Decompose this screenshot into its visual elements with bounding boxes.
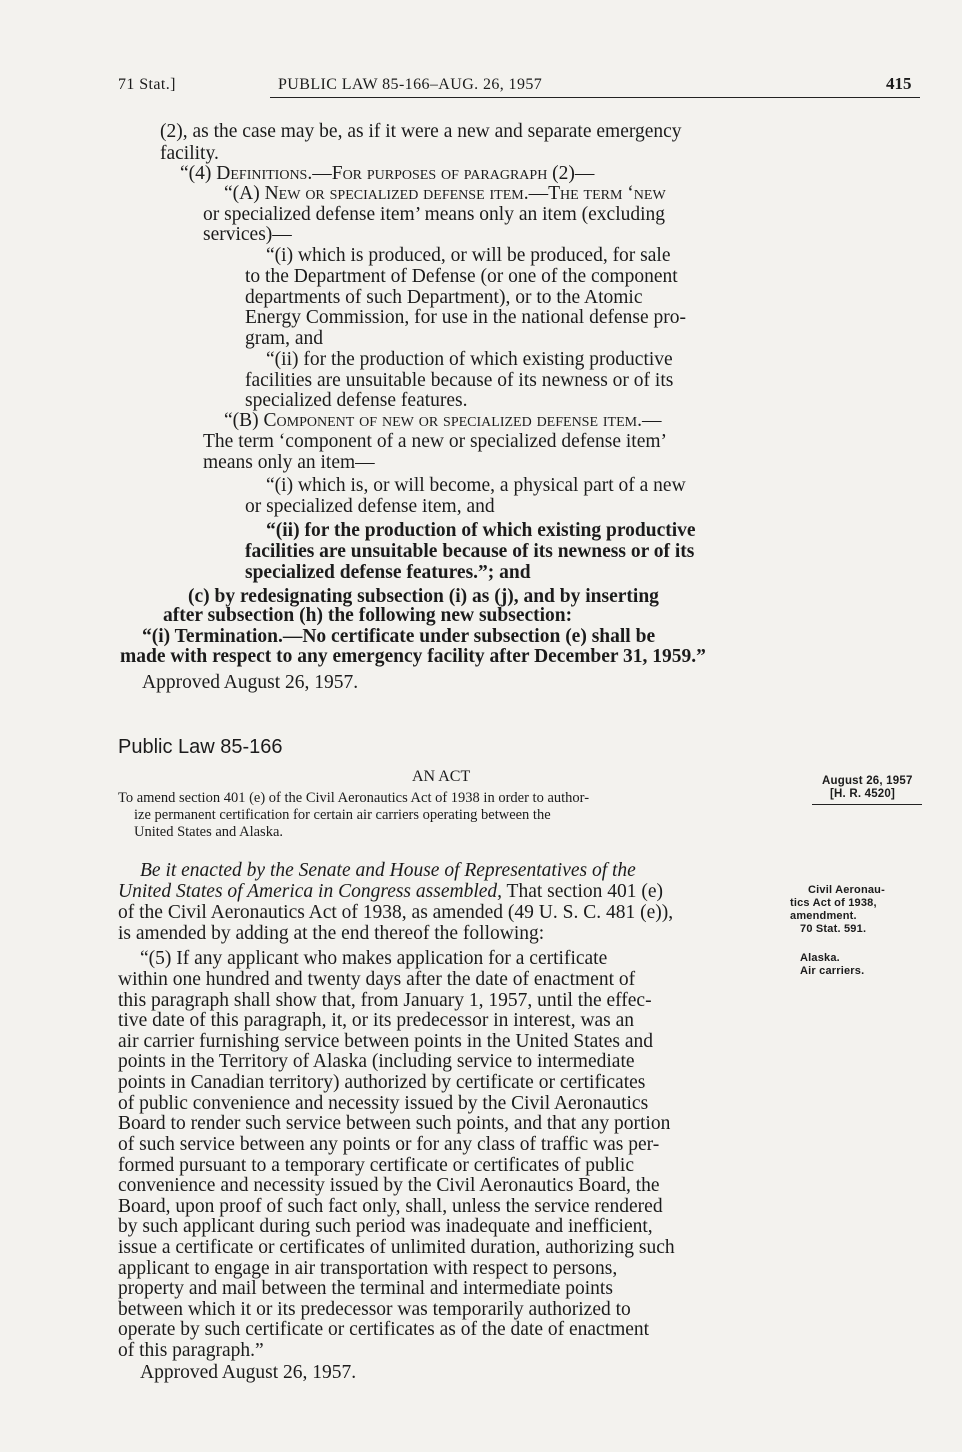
text-line: facilities are unsuitable because of its newness or of its xyxy=(245,370,674,391)
margin-note-line: Civil Aeronau- xyxy=(808,884,885,896)
public-law-title: Public Law 85-166 xyxy=(118,736,283,758)
body-line: tive date of this paragraph, it, or its predecessor in interest, was an xyxy=(118,1010,635,1031)
header-volume: 71 Stat.] xyxy=(118,76,176,93)
text-line: departments of such Department), or to the Atomic xyxy=(245,287,643,308)
text-line: “(ii) for the production of which existing productive xyxy=(266,349,673,370)
body-line: is amended by adding at the end thereof the following: xyxy=(118,923,545,944)
approval-line-previous: Approved August 26, 1957. xyxy=(142,672,359,693)
text-line: specialized defense features.”; and xyxy=(245,562,531,583)
text-line: “(i) which is, or will become, a physical part of a new xyxy=(266,475,686,496)
margin-date: August 26, 1957 xyxy=(822,775,913,787)
text-line: The term ‘component of a new or specialized defense item’ xyxy=(203,431,668,452)
body-line: issue a certificate or certificates of unlimited duration, authorizing such xyxy=(118,1237,675,1258)
margin-note-line: amendment. xyxy=(790,910,857,922)
enacting-clause: United States of America in Congress assembled, xyxy=(118,881,503,902)
body-line: by such applicant during such period was inadequate and inefficient, xyxy=(118,1216,653,1237)
enacting-clause-line xyxy=(118,881,663,903)
text-line: “(ii) for the production of which existing productive xyxy=(266,520,696,541)
text-line: facility. xyxy=(160,143,219,164)
margin-note-line: Alaska. xyxy=(800,952,840,964)
body-line: between which it or its predecessor was temporarily authorized to xyxy=(118,1299,631,1320)
body-line: air carrier furnishing service between points in the United States and xyxy=(118,1031,653,1052)
enacting-clause: Be it enacted by the Senate and House of Representatives of the xyxy=(140,860,636,881)
text-line: “(A) New or specialized defense item.—The term ‘new xyxy=(224,183,666,204)
header-title: PUBLIC LAW 85-166–AUG. 26, 1957 xyxy=(278,76,543,93)
body-line: this paragraph shall show that, from January 1, 1957, until the effec- xyxy=(118,990,652,1011)
body-line: of such service between any points or for any class of traffic was per- xyxy=(118,1134,660,1155)
text-line: after subsection (h) the following new subsection: xyxy=(163,605,573,626)
text-line: to the Department of Defense (or one of the component xyxy=(245,266,678,287)
body-line: applicant to engage in air transportation with respect to persons, xyxy=(118,1258,618,1279)
act-heading: AN ACT xyxy=(412,768,471,785)
page-number: 415 xyxy=(886,74,912,93)
body-line: Board, upon proof of such fact only, shall, unless the service rendered xyxy=(118,1196,663,1217)
text-line: “(i) Termination.—No certificate under subsection (e) shall be xyxy=(142,626,656,647)
purpose-line: To amend section 401 (e) of the Civil Aeronautics Act of 1938 in order to author- xyxy=(118,790,590,806)
text-line: “(4) Definitions.—For purposes of paragraph (2)— xyxy=(180,163,595,184)
text-line: or specialized defense item, and xyxy=(245,496,495,517)
body-line: convenience and necessity issued by the Civil Aeronautics Board, the xyxy=(118,1175,660,1196)
header-rule xyxy=(270,97,920,98)
text-line: “(i) which is produced, or will be produced, for sale xyxy=(266,245,671,266)
margin-note-line: tics Act of 1938, xyxy=(790,897,877,909)
text-line: (c) by redesignating subsection (i) as (j), and by inserting xyxy=(188,586,659,607)
margin-note-line: 70 Stat. 591. xyxy=(800,923,867,935)
text-line: (2), as the case may be, as if it were a new and separate emergency xyxy=(160,121,682,142)
body-line: within one hundred and twenty days after the date of enactment of xyxy=(118,969,636,990)
margin-note-line: Air carriers. xyxy=(800,965,865,977)
margin-bill-number: [H. R. 4520] xyxy=(830,788,896,800)
text-line: “(B) Component of new or specialized defense item.— xyxy=(224,410,662,431)
text-line: gram, and xyxy=(245,328,323,349)
body-line: formed pursuant to a temporary certificate or certificates of public xyxy=(118,1155,634,1176)
body-line: of public convenience and necessity issued by the Civil Aeronautics xyxy=(118,1093,649,1114)
body-line: points in Canadian territory) authorized by certificate or certificates xyxy=(118,1072,646,1093)
purpose-line: United States and Alaska. xyxy=(134,824,284,840)
text-line: Energy Commission, for use in the national defense pro- xyxy=(245,307,687,328)
body-line: points in the Territory of Alaska (including service to intermediate xyxy=(118,1051,635,1072)
body-line: of this paragraph.” xyxy=(118,1340,264,1361)
body-line: of the Civil Aeronautics Act of 1938, as amended (49 U. S. C. 481 (e)), xyxy=(118,902,674,923)
text-line: made with respect to any emergency facility after December 31, 1959.” xyxy=(120,646,706,667)
approval-line: Approved August 26, 1957. xyxy=(140,1362,357,1383)
text-line: or specialized defense item’ means only an item (excluding xyxy=(203,204,666,225)
purpose-line: ize permanent certification for certain air carriers operating between the xyxy=(134,807,551,823)
body-line: “(5) If any applicant who makes application for a certificate xyxy=(140,948,608,969)
body-line: Board to render such service between such points, and that any portion xyxy=(118,1113,671,1134)
text-line: facilities are unsuitable because of its newness or of its xyxy=(245,541,695,562)
body-line: operate by such certificate or certificates as of the date of enactment xyxy=(118,1319,650,1340)
body-line: property and mail between the terminal and intermediate points xyxy=(118,1278,613,1299)
text-line: means only an item— xyxy=(203,452,375,473)
body-text: That section 401 (e) xyxy=(506,881,664,902)
text-line: specialized defense features. xyxy=(245,390,468,411)
margin-rule xyxy=(812,804,922,805)
text-line: services)— xyxy=(203,224,292,245)
